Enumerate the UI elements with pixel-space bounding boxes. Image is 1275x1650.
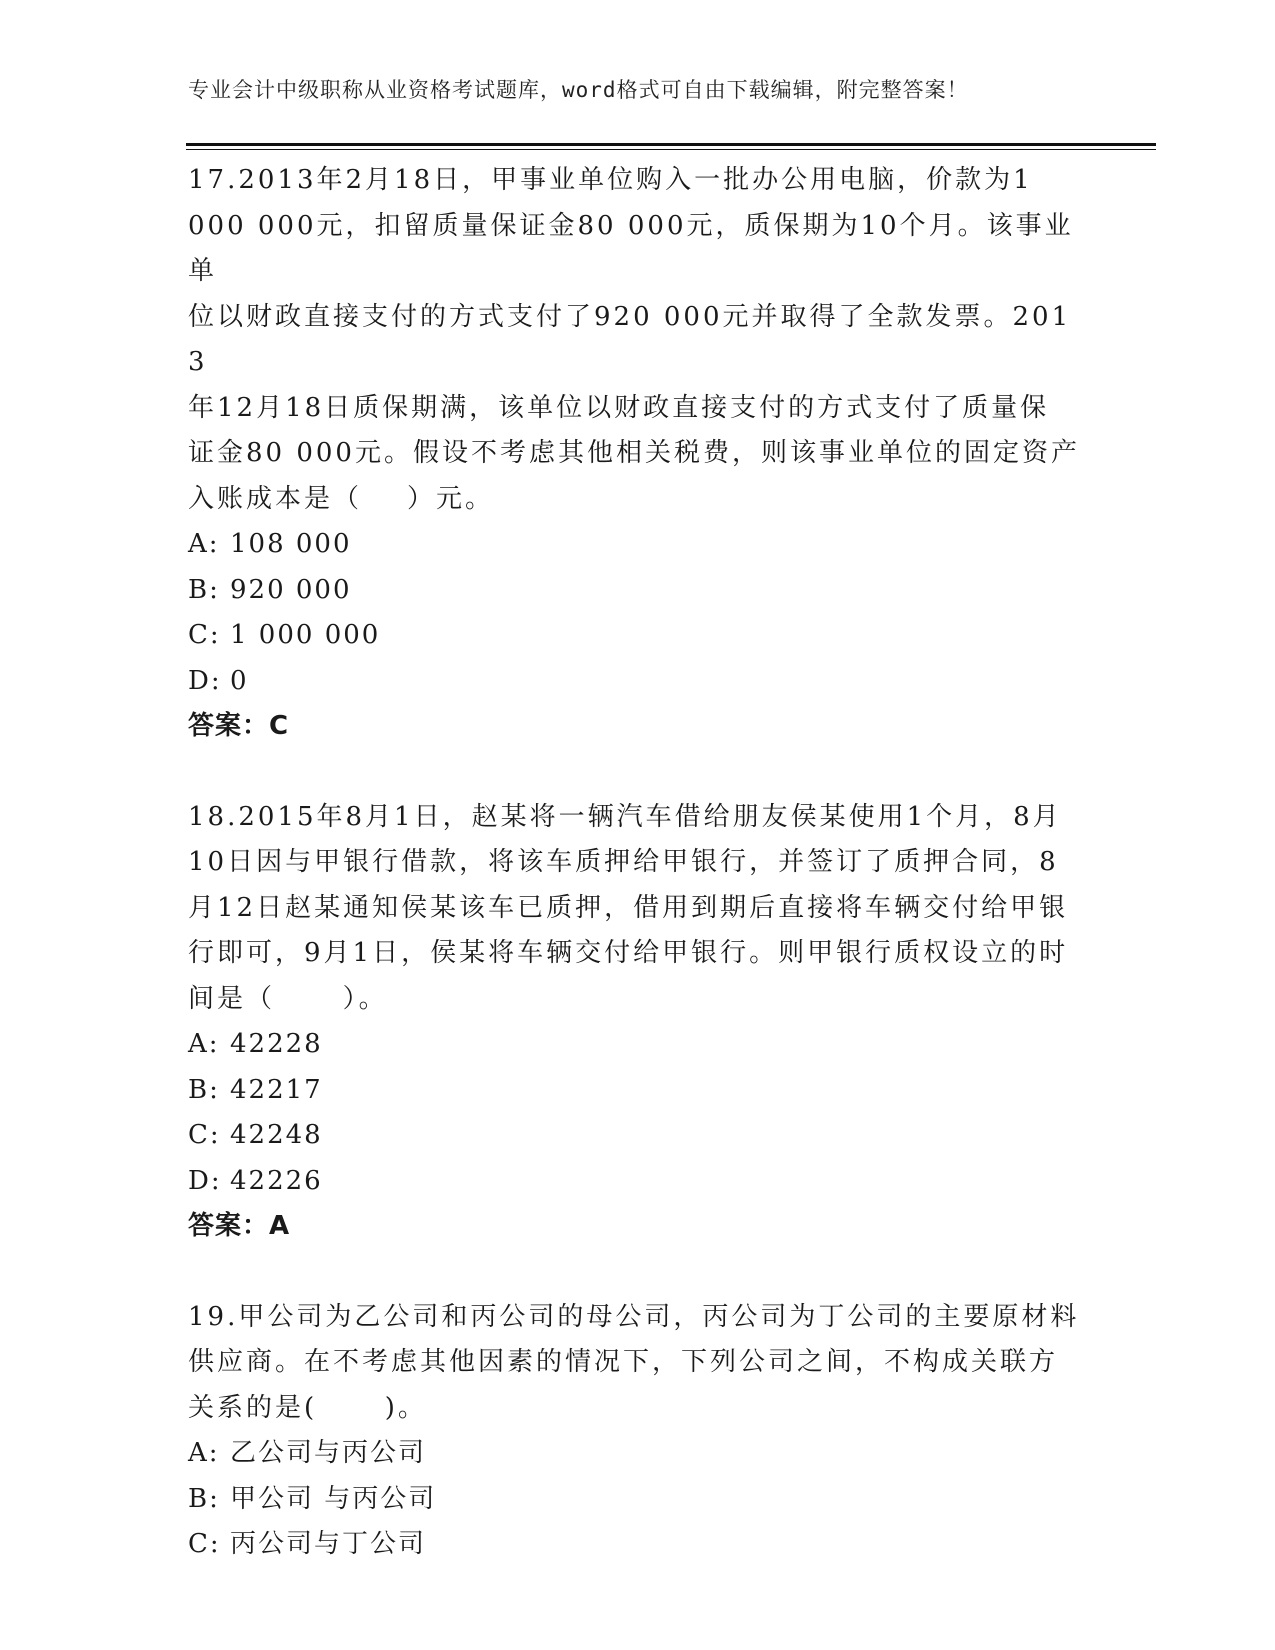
question-stem-line: 18.2015年8月1日，赵某将一辆汽车借给朋友侯某使用1个月，8月 bbox=[188, 801, 1062, 832]
question-stem-line: 间是（ ）。 bbox=[188, 983, 388, 1014]
option-text: 42248 bbox=[230, 1120, 323, 1150]
question-spacer bbox=[188, 1250, 1088, 1295]
option-text: 0 bbox=[230, 665, 249, 696]
question-17 bbox=[188, 158, 1088, 750]
option-key: B: bbox=[188, 1483, 220, 1514]
option-key: A: bbox=[188, 1438, 220, 1468]
option-b bbox=[188, 1477, 1088, 1523]
question-stem-line: 19.甲公司为乙公司和丙公司的母公司，丙公司为丁公司的主要原材料 bbox=[188, 1301, 1080, 1332]
option-key: C: bbox=[188, 1529, 221, 1559]
question-stem-line: 10日因与甲银行借款，将该车质押给甲银行，并签订了质押合同，8 bbox=[188, 847, 1059, 877]
option-text: 920 000 bbox=[230, 574, 352, 605]
option-text: 42228 bbox=[230, 1029, 323, 1059]
option-a bbox=[188, 1431, 1088, 1477]
option-key: D: bbox=[188, 665, 222, 696]
option-text: 丙公司与丁公司 bbox=[230, 1529, 427, 1559]
option-key: B: bbox=[188, 1074, 220, 1105]
option-key: A: bbox=[188, 529, 220, 559]
option-text: 乙公司与丙公司 bbox=[230, 1438, 427, 1468]
question-stem-line: 行即可，9月1日，侯某将车辆交付给甲银行。则甲银行质权设立的时 bbox=[188, 938, 1069, 968]
option-key: B: bbox=[188, 574, 220, 605]
answer-line: 答案：A bbox=[188, 1211, 291, 1241]
option-a bbox=[188, 522, 1088, 568]
option-c bbox=[188, 1113, 1088, 1159]
option-text: 42226 bbox=[230, 1165, 323, 1196]
option-c bbox=[188, 613, 1088, 659]
option-b bbox=[188, 1068, 1088, 1114]
question-stem-line: 关系的是( )。 bbox=[188, 1392, 427, 1423]
option-text: 42217 bbox=[230, 1074, 323, 1105]
question-spacer bbox=[188, 750, 1088, 795]
option-text: 1 000 000 bbox=[230, 620, 381, 650]
option-d bbox=[188, 1159, 1088, 1205]
option-key: C: bbox=[188, 620, 221, 650]
option-b bbox=[188, 568, 1088, 614]
question-stem-line: 供应商。在不考虑其他因素的情况下，下列公司之间，不构成关联方 bbox=[188, 1347, 1059, 1377]
header-rule-thick bbox=[186, 143, 1156, 146]
question-stem-line: 年12月18日质保期满，该单位以财政直接支付的方式支付了质量保 bbox=[188, 392, 1050, 423]
page-header: 专业会计中级职称从业资格考试题库，word格式可自由下载编辑，附完整答案！ bbox=[188, 78, 969, 102]
question-stem-line: 证金80 000元。假设不考虑其他相关税费，则该事业单位的固定资产 bbox=[188, 438, 1080, 468]
question-stem-line: 月12日赵某通知侯某该车已质押，借用到期后直接将车辆交付给甲银 bbox=[188, 892, 1069, 923]
question-list bbox=[188, 158, 1088, 1568]
option-key: D: bbox=[188, 1165, 222, 1196]
option-a bbox=[188, 1022, 1088, 1068]
question-19 bbox=[188, 1295, 1088, 1568]
question-stem-line: 位以财政直接支付的方式支付了920 000元并取得了全款发票。2013 bbox=[188, 301, 1072, 377]
option-d bbox=[188, 659, 1088, 705]
option-key: C: bbox=[188, 1120, 221, 1150]
answer-line: 答案：C bbox=[188, 711, 290, 741]
question-stem-line: 000 000元，扣留质量保证金80 000元，质保期为10个月。该事业单 bbox=[188, 210, 1074, 286]
question-stem-line: 17.2013年2月18日，甲事业单位购入一批办公用电脑，价款为1 bbox=[188, 165, 1033, 195]
option-c bbox=[188, 1522, 1088, 1568]
option-text: 108 000 bbox=[230, 529, 352, 559]
option-text: 甲公司 与丙公司 bbox=[230, 1483, 437, 1514]
question-stem-line: 入账成本是（ ）元。 bbox=[188, 483, 495, 514]
header-rule-thin bbox=[186, 149, 1156, 150]
option-key: A: bbox=[188, 1029, 220, 1059]
question-18 bbox=[188, 795, 1088, 1250]
